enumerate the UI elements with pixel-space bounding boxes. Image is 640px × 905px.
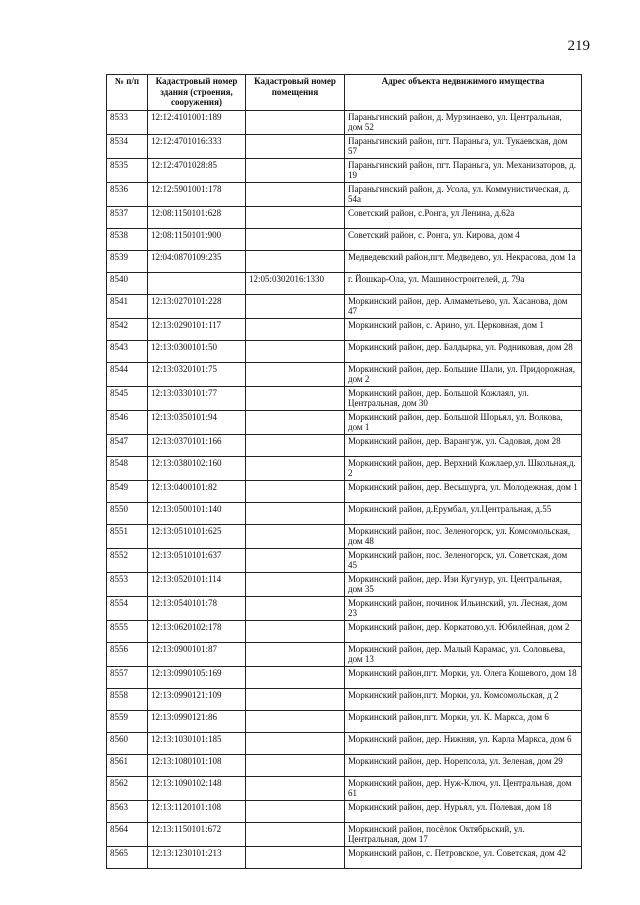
cell-building-cadastral-number: 12:13:0290101:117: [148, 318, 246, 340]
cell-building-cadastral-number: 12:08:1150101:900: [148, 228, 246, 250]
cell-premises-cadastral-number: [246, 596, 345, 620]
cell-row-number: 8563: [107, 800, 148, 822]
cell-address: Параньгинский район, д. Усола, ул. Коммунистическая, д. 54а: [345, 182, 582, 206]
cell-building-cadastral-number: 12:13:0350101:94: [148, 410, 246, 434]
cell-building-cadastral-number: 12:12:4701028:85: [148, 158, 246, 182]
header-row: [107, 75, 582, 111]
cell-row-number: 8556: [107, 642, 148, 666]
cell-row-number: 8555: [107, 620, 148, 642]
cell-row-number: 8550: [107, 502, 148, 524]
cell-row-number: 8541: [107, 294, 148, 318]
cell-address: г. Йошкар-Ола, ул. Машиностроителей, д. 79а: [345, 272, 582, 294]
cell-premises-cadastral-number: [246, 480, 345, 502]
cell-row-number: 8538: [107, 228, 148, 250]
cell-address: Моркинский район, починок Ильинский, ул. Лесная, дом 23: [345, 596, 582, 620]
cell-building-cadastral-number: 12:13:1080101:108: [148, 754, 246, 776]
cell-address: Моркинский район, пос. Зеленогорск, ул. Комсомольская, дом 48: [345, 524, 582, 548]
cell-row-number: 8544: [107, 362, 148, 386]
cell-premises-cadastral-number: [246, 776, 345, 800]
cell-building-cadastral-number: 12:13:0300101:50: [148, 340, 246, 362]
cell-building-cadastral-number: 12:13:1230101:213: [148, 846, 246, 868]
cell-address: Параньгинский район, пгт. Параньга, ул. Тукаевская, дом 57: [345, 134, 582, 158]
cell-row-number: 8540: [107, 272, 148, 294]
cell-premises-cadastral-number: [246, 158, 345, 182]
cell-row-number: 8551: [107, 524, 148, 548]
cell-premises-cadastral-number: [246, 410, 345, 434]
cell-building-cadastral-number: 12:04:0870109:235: [148, 250, 246, 272]
cell-building-cadastral-number: 12:13:0990121:109: [148, 688, 246, 710]
cell-premises-cadastral-number: [246, 524, 345, 548]
cell-address: Моркинский район, дер. Алмаметьево, ул. Хасанова, дом 47: [345, 294, 582, 318]
cell-row-number: 8533: [107, 110, 148, 134]
table-row: [107, 642, 582, 666]
table-row: [107, 732, 582, 754]
cell-premises-cadastral-number: [246, 318, 345, 340]
cell-premises-cadastral-number: [246, 386, 345, 410]
property-registry-table: [106, 74, 582, 869]
cell-row-number: 8559: [107, 710, 148, 732]
cell-building-cadastral-number: 12:08:1150101:628: [148, 206, 246, 228]
cell-building-cadastral-number: 12:13:0320101:75: [148, 362, 246, 386]
cell-row-number: 8557: [107, 666, 148, 688]
table-row: [107, 272, 582, 294]
cell-premises-cadastral-number: [246, 250, 345, 272]
table-row: [107, 294, 582, 318]
table-row: [107, 524, 582, 548]
cell-row-number: 8565: [107, 846, 148, 868]
table-row: [107, 754, 582, 776]
cell-address: Параньгинский район, д. Мурзинаево, ул. Центральная, дом 52: [345, 110, 582, 134]
cell-row-number: 8549: [107, 480, 148, 502]
cell-building-cadastral-number: 12:12:5901001:178: [148, 182, 246, 206]
cell-building-cadastral-number: 12:13:1150101:672: [148, 822, 246, 846]
table-row: [107, 228, 582, 250]
cell-premises-cadastral-number: [246, 110, 345, 134]
cell-premises-cadastral-number: [246, 754, 345, 776]
cell-address: Моркинский район, с. Петровское, ул. Советская, дом 42: [345, 846, 582, 868]
cell-building-cadastral-number: 12:13:0540101:78: [148, 596, 246, 620]
cell-address: Моркинский район, пос. Зеленогорск, ул. Советская, дом 45: [345, 548, 582, 572]
cell-premises-cadastral-number: [246, 362, 345, 386]
cell-address: Моркинский район, дер. Изи Кугунур, ул. Центральная, дом 35: [345, 572, 582, 596]
cell-row-number: 8560: [107, 732, 148, 754]
header-building-cadastral-number: Кадастровый номер здания (строения, сооружения): [148, 75, 246, 111]
cell-row-number: 8548: [107, 456, 148, 480]
cell-premises-cadastral-number: [246, 456, 345, 480]
cell-address: Моркинский район,пгт. Морки, ул. Комсомольская, д 2: [345, 688, 582, 710]
cell-building-cadastral-number: 12:13:0270101:228: [148, 294, 246, 318]
cell-building-cadastral-number: 12:13:1090102:148: [148, 776, 246, 800]
cell-address: Моркинский район, дер. Большой Кожлаял, ул. Центральная, дом 30: [345, 386, 582, 410]
header-row-number: № п/п: [107, 75, 148, 111]
table-row: [107, 250, 582, 272]
cell-building-cadastral-number: [148, 272, 246, 294]
cell-building-cadastral-number: 12:13:0510101:625: [148, 524, 246, 548]
table-row: [107, 596, 582, 620]
cell-premises-cadastral-number: [246, 822, 345, 846]
cell-row-number: 8554: [107, 596, 148, 620]
cell-premises-cadastral-number: 12:05:0302016:1330: [246, 272, 345, 294]
cell-address: Моркинский район, дер. Коркатово,ул. Юбилейная, дом 2: [345, 620, 582, 642]
table-row: [107, 410, 582, 434]
cell-premises-cadastral-number: [246, 548, 345, 572]
table-row: [107, 688, 582, 710]
cell-address: Моркинский район, дер. Балдырка, ул. Родниковая, дом 28: [345, 340, 582, 362]
cell-premises-cadastral-number: [246, 206, 345, 228]
cell-address: Моркинский район, дер. Малый Карамас, ул. Соловьева, дом 13: [345, 642, 582, 666]
table-row: [107, 318, 582, 340]
table-row: [107, 434, 582, 456]
table-row: [107, 620, 582, 642]
cell-premises-cadastral-number: [246, 666, 345, 688]
table-row: [107, 502, 582, 524]
table-row: [107, 362, 582, 386]
cell-address: Моркинский район, дер. Весьшурга, ул. Молодежная, дом 1: [345, 480, 582, 502]
cell-row-number: 8537: [107, 206, 148, 228]
cell-row-number: 8539: [107, 250, 148, 272]
header-premises-cadastral-number: Кадастровый номер помещения: [246, 75, 345, 111]
cell-row-number: 8542: [107, 318, 148, 340]
table-row: [107, 846, 582, 868]
cell-address: Моркинский район, д.Ерумбал, ул.Центральная, д.55: [345, 502, 582, 524]
cell-row-number: 8545: [107, 386, 148, 410]
cell-premises-cadastral-number: [246, 732, 345, 754]
cell-building-cadastral-number: 12:12:4101001:189: [148, 110, 246, 134]
cell-premises-cadastral-number: [246, 710, 345, 732]
cell-address: Советский район, с.Ронга, ул Ленина, д.62а: [345, 206, 582, 228]
cell-address: Моркинский район,пгт. Морки, ул. К. Маркса, дом 6: [345, 710, 582, 732]
table-row: [107, 572, 582, 596]
header-address: Адрес объекта недвижимого имущества: [345, 75, 582, 111]
cell-address: Моркинский район, дер. Нурьял, ул. Полевая, дом 18: [345, 800, 582, 822]
table-row: [107, 666, 582, 688]
cell-address: Моркинский район, дер. Норепсола, ул. Зеленая, дом 29: [345, 754, 582, 776]
cell-premises-cadastral-number: [246, 502, 345, 524]
cell-building-cadastral-number: 12:13:0380102:160: [148, 456, 246, 480]
cell-address: Моркинский район, дер. Варангуж, ул. Садовая, дом 28: [345, 434, 582, 456]
cell-premises-cadastral-number: [246, 294, 345, 318]
cell-row-number: 8561: [107, 754, 148, 776]
cell-address: Моркинский район, дер. Нуж-Ключ, ул. Центральная, дом 61: [345, 776, 582, 800]
table-row: [107, 182, 582, 206]
cell-premises-cadastral-number: [246, 572, 345, 596]
cell-row-number: 8536: [107, 182, 148, 206]
cell-premises-cadastral-number: [246, 620, 345, 642]
cell-address: Моркинский район, с. Арино, ул. Церковная, дом 1: [345, 318, 582, 340]
cell-row-number: 8558: [107, 688, 148, 710]
cell-building-cadastral-number: 12:13:0370101:166: [148, 434, 246, 456]
cell-building-cadastral-number: 12:13:0510101:637: [148, 548, 246, 572]
cell-premises-cadastral-number: [246, 642, 345, 666]
cell-building-cadastral-number: 12:13:0520101:114: [148, 572, 246, 596]
cell-building-cadastral-number: 12:13:0990105:169: [148, 666, 246, 688]
table-row: [107, 710, 582, 732]
cell-premises-cadastral-number: [246, 182, 345, 206]
cell-building-cadastral-number: 12:13:1120101:108: [148, 800, 246, 822]
table-row: [107, 206, 582, 228]
cell-building-cadastral-number: 12:13:1030101:185: [148, 732, 246, 754]
cell-address: Моркинский район, дер. Нижняя, ул. Карла Маркса, дом 6: [345, 732, 582, 754]
cell-row-number: 8534: [107, 134, 148, 158]
cell-premises-cadastral-number: [246, 800, 345, 822]
cell-address: Медведевский район,пгт. Медведево, ул. Некрасова, дом 1а: [345, 250, 582, 272]
table-row: [107, 340, 582, 362]
table-row: [107, 800, 582, 822]
cell-row-number: 8564: [107, 822, 148, 846]
cell-building-cadastral-number: 12:13:0330101:77: [148, 386, 246, 410]
cell-row-number: 8543: [107, 340, 148, 362]
cell-address: Моркинский район,пгт. Морки, ул. Олега Кошевого, дом 18: [345, 666, 582, 688]
cell-address: Параньгинский район, пгт. Параньга, ул. Механизаторов, д. 19: [345, 158, 582, 182]
table-header: [107, 75, 582, 111]
cell-row-number: 8553: [107, 572, 148, 596]
cell-address: Советский район, с. Ронга, ул. Кирова, дом 4: [345, 228, 582, 250]
cell-premises-cadastral-number: [246, 340, 345, 362]
cell-row-number: 8547: [107, 434, 148, 456]
cell-premises-cadastral-number: [246, 846, 345, 868]
cell-premises-cadastral-number: [246, 134, 345, 158]
table-row: [107, 110, 582, 134]
cell-building-cadastral-number: 12:13:0500101:140: [148, 502, 246, 524]
cell-row-number: 8535: [107, 158, 148, 182]
cell-premises-cadastral-number: [246, 228, 345, 250]
cell-row-number: 8546: [107, 410, 148, 434]
cell-building-cadastral-number: 12:13:0400101:82: [148, 480, 246, 502]
cell-row-number: 8562: [107, 776, 148, 800]
table-row: [107, 776, 582, 800]
table-row: [107, 822, 582, 846]
table-row: [107, 456, 582, 480]
table-row: [107, 158, 582, 182]
cell-building-cadastral-number: 12:13:0900101:87: [148, 642, 246, 666]
cell-address: Моркинский район, дер. Большой Шорьял, ул. Волкова, дом 1: [345, 410, 582, 434]
cell-building-cadastral-number: 12:12:4701016:333: [148, 134, 246, 158]
table-row: [107, 548, 582, 572]
cell-row-number: 8552: [107, 548, 148, 572]
table-row: [107, 480, 582, 502]
table-row: [107, 386, 582, 410]
cell-address: Моркинский район, посёлок Октябрьский, ул. Центральная, дом 17: [345, 822, 582, 846]
cell-address: Моркинский район, дер. Верхний Кожлаер,ул. Школьная,д. 2: [345, 456, 582, 480]
cell-premises-cadastral-number: [246, 688, 345, 710]
cell-address: Моркинский район, дер. Большие Шали, ул. Придорожная, дом 2: [345, 362, 582, 386]
cell-building-cadastral-number: 12:13:0620102:178: [148, 620, 246, 642]
page-number: 219: [567, 38, 590, 54]
table-body: [107, 110, 582, 868]
table-row: [107, 134, 582, 158]
cell-building-cadastral-number: 12:13:0990121:86: [148, 710, 246, 732]
cell-premises-cadastral-number: [246, 434, 345, 456]
